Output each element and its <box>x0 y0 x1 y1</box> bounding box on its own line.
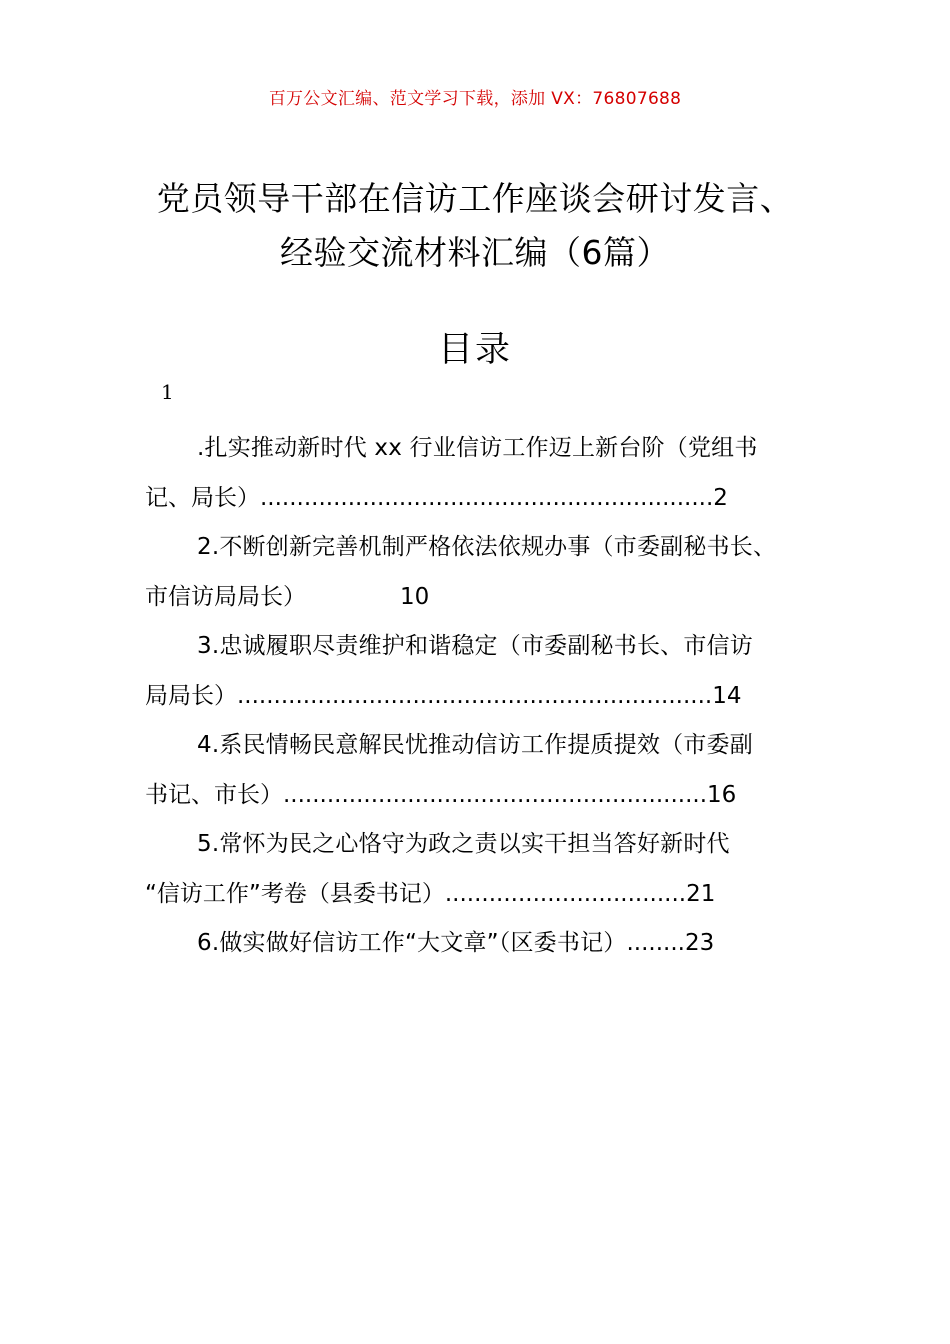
toc-leader-dots: .............................................................. <box>260 484 714 511</box>
toc-entry-page: 10 <box>400 583 430 610</box>
page-number: 1 <box>161 380 174 404</box>
toc-entry-2[interactable] <box>145 523 807 622</box>
toc-entry-title-cont: 市信访局局长） <box>145 583 306 610</box>
toc-entry-title: 3.忠诚履职尽责维护和谐稳定（市委副秘书长、市信访 <box>197 633 753 659</box>
toc-entry-title: 5.常怀为民之心恪守为政之责以实干担当答好新时代 <box>197 831 730 857</box>
table-of-contents <box>145 424 807 969</box>
toc-entry-6[interactable] <box>145 919 807 969</box>
toc-entry-title-cont: 局局长） <box>145 682 237 709</box>
toc-entry-page: 16 <box>707 781 737 808</box>
toc-entry-title: 6.做实做好信访工作“大文章”（区委书记） <box>197 930 627 956</box>
toc-entry-title: 4.系民情畅民意解民忧推动信访工作提质提效（市委副 <box>197 732 753 758</box>
toc-entry-title-cont: “信访工作”考卷（县委书记） <box>145 880 445 907</box>
toc-entry-title-cont: 记、局长） <box>145 484 260 511</box>
title-line-2: 经验交流材料汇编（6篇） <box>280 233 670 272</box>
toc-entry-page: 14 <box>712 682 742 709</box>
toc-entry-5[interactable] <box>145 820 807 919</box>
toc-leader-dots: .......................................................... <box>283 781 708 808</box>
toc-heading: 目录 <box>437 330 512 370</box>
toc-entry-1[interactable] <box>145 424 807 523</box>
toc-entry-page: 23 <box>684 930 715 956</box>
toc-entry-4[interactable] <box>145 721 807 820</box>
toc-leader-dots: ................................. <box>444 880 687 907</box>
toc-entry-3[interactable] <box>145 622 807 721</box>
toc-entry-page: 2 <box>713 484 728 511</box>
toc-entry-title: 2.不断创新完善机制严格依法依规办事（市委副秘书长、 <box>197 534 777 560</box>
toc-leader-dots: ................................................................. <box>237 682 713 709</box>
toc-leader-dots: ........ <box>626 930 685 956</box>
toc-entry-title-cont: 书记、市长） <box>145 781 283 808</box>
title-line-1: 党员领导干部在信访工作座谈会研讨发言、 <box>156 179 794 218</box>
document-title <box>0 172 950 280</box>
watermark-header: 百万公文汇编、范文学习下载，添加 VX：76807688 <box>268 89 682 109</box>
toc-entry-page: 21 <box>686 880 716 907</box>
toc-entry-title: .扎实推动新时代 xx 行业信访工作迈上新台阶（党组书 <box>197 435 758 461</box>
